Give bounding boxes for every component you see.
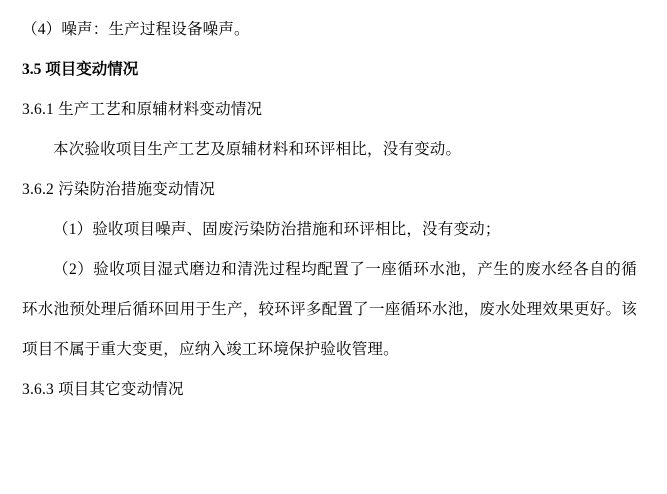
- paragraph-process-change: 本次验收项目生产工艺及原辅材料和环评相比，没有变动。: [53, 141, 462, 158]
- subsection-heading-3-6-2: 3.6.2 污染防治措施变动情况: [22, 181, 216, 198]
- section-heading-3-5: 3.5 项目变动情况: [22, 61, 139, 78]
- paragraph-change-item-2: （2）验收项目湿式磨边和清洗过程均配置了一座循环水池，产生的废水经各自的循环水池预处理后循环回用于生产，较环评多配置了一座循环水池，废水处理效果更好。该项目不属于重大变更，应纳入竣工环境保护验收管理。: [22, 261, 637, 358]
- subsection-heading-3-6-1: 3.6.1 生产工艺和原辅材料变动情况: [22, 101, 263, 118]
- subsection-heading-3-6-3: 3.6.3 项目其它变动情况: [22, 381, 184, 398]
- paragraph-change-item-1: （1）验收项目噪声、固废污染防治措施和环评相比，没有变动；: [53, 221, 501, 238]
- noise-item-line: （4）噪声：生产过程设备噪声。: [22, 21, 250, 38]
